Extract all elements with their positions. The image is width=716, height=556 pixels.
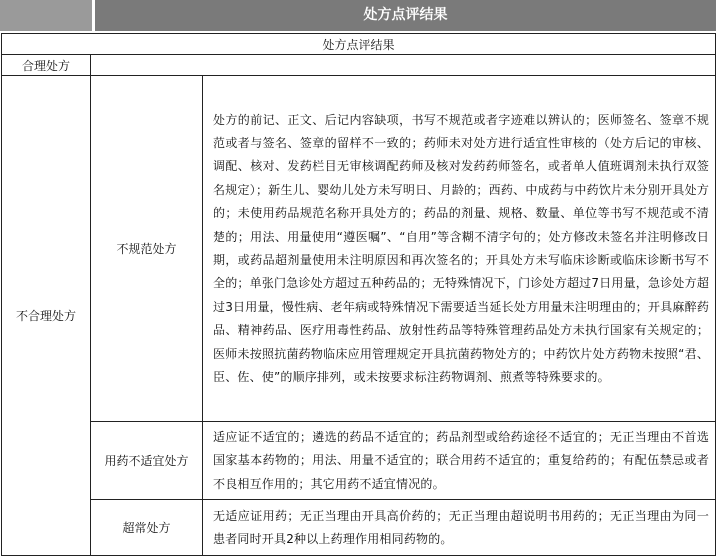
row-type-label: 不规范处方 [91,76,203,422]
table-row [2,422,716,500]
review-table [1,33,716,556]
table-row [2,76,716,422]
table-subtitle-row [2,34,716,55]
table-row [2,500,716,556]
row-type-label: 用药不适宜处方 [91,422,203,500]
row-description: 无适应证用药；无正当理由开具高价药的；无正当理由超说明书用药的；无正当理由为同一患者同时开具2种以上药理作用相同药物的。 [203,500,716,556]
row-type-label: 超常处方 [91,500,203,556]
row-description: 处方的前记、正文、后记内容缺项，书写不规范或者字迹难以辨认的；医师签名、签章不规范或者与签名、签章的留样不一致的；药师未对处方进行适宜性审核的（处方后记的审核、调配、核对、发药栏目无审核调配药师及核对发药药师签名，或者单人值班调剂未执行双签名规定）；新生儿、婴幼儿处方未写明日、月龄的；西药、中成药与中药饮片未分别开具处方的；未使用药品规范名称开具处方的；药品的剂量、规格、数量、单位等书写不规范或不清楚的；用法、用量使用“遵医嘱”、“自用”等含糊不清字句的；处方修改未签名并注明修改日期，或药品超剂量使用未注明原因和再次签名的；开具处方未写临床诊断或临床诊断书写不全的；单张门急诊处方超过五种药品的；无特殊情况下，门诊处方超过7日用量，急诊处方超过3日用量，慢性病、老年病或特殊情况下需要适当延长处方用量未注明理由的；开具麻醉药品、精神药品、医疗用毒性药品、放射性药品等特殊管理药品处方未执行国家有关规定的；医师未按照抗菌药物临床应用管理规定开具抗菌药物处方的；中药饮片处方药物未按照“君、臣、佐、使”的顺序排列，或未按要求标注药物调剂、煎煮等特殊要求的。 [203,76,716,422]
unreasonable-label: 不合理处方 [2,76,91,556]
reasonable-row [2,55,716,76]
reasonable-label: 合理处方 [2,55,91,76]
row-description: 适应证不适宜的；遴选的药品不适宜的；药品剂型或给药途径不适宜的；无正当理由不首选国家基本药物的；用法、用量不适宜的；联合用药不适宜的；重复给药的；有配伍禁忌或者不良相互作用的；其它用药不适宜情况的。 [203,422,716,500]
header-left-block [0,0,92,31]
table-subtitle: 处方点评结果 [2,34,716,55]
header-bar [0,0,716,31]
page-title: 处方点评结果 [95,0,716,31]
reasonable-empty-cell [91,55,716,76]
